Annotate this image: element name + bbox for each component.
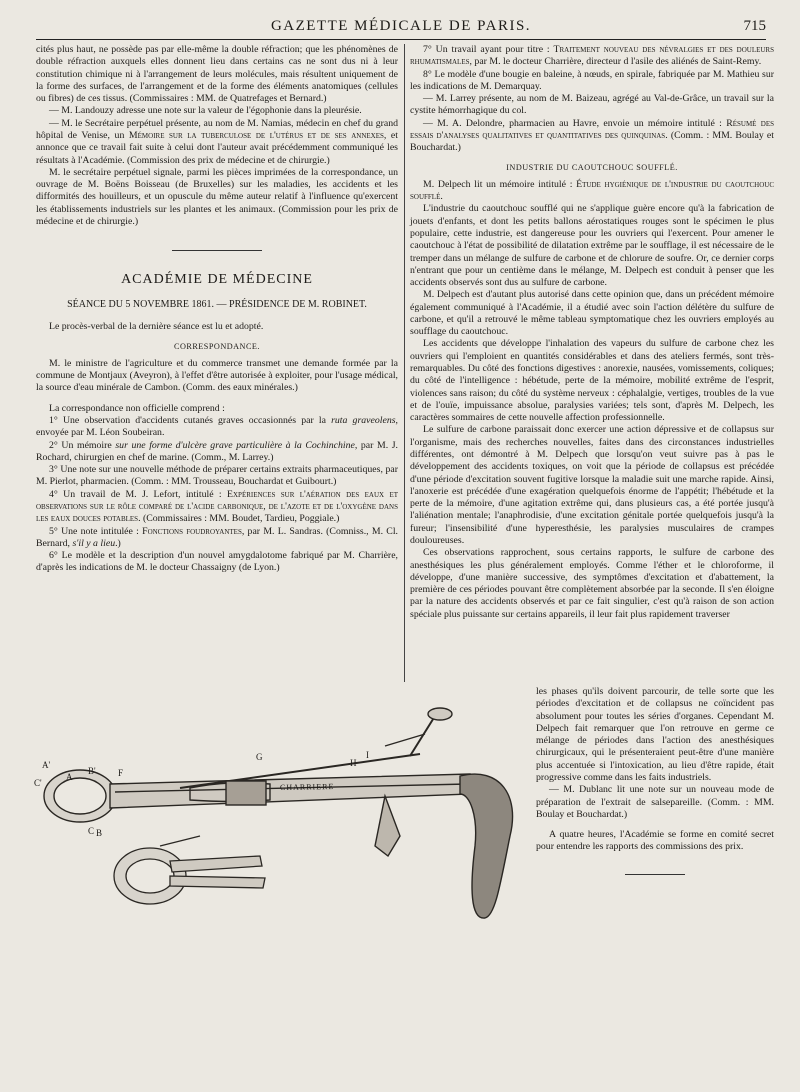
text-run: — M. A. Delondre, pharmacien au Havre, envoie un mémoire intitulé : bbox=[423, 117, 727, 129]
figure-letter: F bbox=[118, 768, 124, 778]
text-run: 4° Un travail de M. J. Lefort, intitulé : bbox=[49, 488, 228, 500]
paragraph: — M. Landouzy adresse une note sur la valeur de l'égophonie dans la pleurésie. bbox=[49, 105, 362, 117]
text-run: 5° Une note intitulée : bbox=[49, 525, 143, 537]
paragraph bbox=[36, 118, 398, 167]
figure-letter: A bbox=[66, 772, 73, 782]
text-run: Traitement nouveau des névralgies et des douleurs rhumatismales bbox=[410, 44, 774, 68]
text-run: . bbox=[440, 191, 443, 203]
text-run: , envoyée par M. Léon Soubeiran. bbox=[36, 415, 398, 439]
paragraph: A quatre heures, l'Académie se forme en comité secret pour entendre les rapports des commissions des prix. bbox=[536, 829, 774, 853]
text-run: 2° Un mémoire bbox=[49, 439, 116, 451]
paragraph: Le procès-verbal de la dernière séance est lu et adopté. bbox=[49, 321, 264, 333]
list-item: 3° Une note sur une nouvelle méthode de préparer certains extraits pharmaceutiques, par M. Pierlot, pharmacien. (Comm. : MM. Trousseau, Bouchardat et Guibourt.) bbox=[36, 464, 398, 488]
subsection-title: CORRESPONDANCE. bbox=[174, 341, 260, 351]
text-run: . (Comm. : MM. Boulay et Bouchardat.) bbox=[410, 129, 775, 154]
text-run: , par M. le docteur Charrière, directeur d l'asile des aliénés de Saint-Remy. bbox=[469, 56, 762, 68]
figure-letter: B' bbox=[88, 766, 96, 776]
paragraph: — M. Larrey présente, au nom de M. Baizeau, agrégé au Val-de-Grâce, un travail sur la cystite hémorrhagique du col. bbox=[410, 93, 774, 117]
paragraph: Ces observations rapprochent, sous certains rapports, le sulfure de carbone des anesthésiques les plus généralement employés. Comme l'éther et le chloroforme, il développe, d'une manière successive, des symptômes d'excitation et d'abattement, la première de ces périodes pouvant être complètement absorbée par la seconde. Il s'en éloigne par la nature des accidents observés et par ce fait singulier, c'est qu'à raison de son action spéciale plus puissante sur certains appareils, il leur fait plus rapidement traverser bbox=[410, 547, 774, 620]
paragraph: les phases qu'ils doivent parcourir, de telle sorte que les périodes d'excitation et de collapsus ne coïncident pas absolument pour toutes les séries d'organes. Cependant M. Delpech fait remarquer que l'on retrouve en germe ce mélange de périodes dans l'action des anesthésiques chirurgicaux, qui le présenteraient peut-être d'une manière plus accentuée si l'intoxication, au lieu d'être rapide, était progressive comme dans les faits industriels. bbox=[536, 686, 774, 783]
list-item bbox=[36, 526, 398, 551]
text-run: sur une forme d'ulcère grave particulière à la Cochinchine bbox=[115, 439, 355, 451]
right-column-continued bbox=[536, 686, 774, 875]
figure-letter: B bbox=[96, 828, 103, 838]
paragraph: Les accidents que développe l'inhalation des vapeurs du sulfure de carbone chez les ouvriers qui l'emploient en quantités considérables et dans des ateliers fermés, sont très-remarquables. Du côté des fonctions digestives : anorexie, nausées, vomissements, coliques; du côté de l'intelligence : hébétude, perte de la mémoire, mobilité extrême de l'esprit, violences sans raison; du côté du système nerveux : céphalalgie, vertiges, troubles de la vue et de l'ouïe, impuissance absolue, paralysies variées; tels sont, d'après M. Delpech, les caractères sommaires de cette nouvelle affection professionnelle. bbox=[410, 338, 774, 424]
text-run: .) bbox=[115, 537, 121, 549]
paragraph bbox=[410, 179, 774, 204]
header-rule bbox=[36, 39, 766, 40]
paragraph: M. le secrétaire perpétuel signale, parmi les pièces imprimées de la correspondance, un ouvrage de M. Boëns Boisseau (de Bruxelles) sur les maladies, les accidents et les difformités des houilleurs, et un opuscule du même auteur relatif à l'influence qu'exercent les établissements industriels sur les plantes et les animaux. (Commission pour les prix de médecine et de chirurgie.) bbox=[36, 166, 398, 227]
end-separator bbox=[625, 874, 685, 875]
figure-letter: C' bbox=[34, 778, 42, 788]
figure-letter: G bbox=[256, 752, 263, 762]
figure-letter: C bbox=[88, 826, 95, 836]
right-column bbox=[410, 44, 774, 621]
section-separator bbox=[172, 250, 262, 251]
text-run: ruta graveolens bbox=[331, 415, 396, 427]
text-run: . (Commissaires : MM. Boudet, Tardieu, Poggiale.) bbox=[138, 513, 340, 525]
text-run: , par M. J. Rochard, chirurgien en chef de marine. (Comm., M. Larrey.) bbox=[36, 439, 398, 463]
list-item: 8° Le modèle d'une bougie en baleine, à nœuds, en spirale, fabriquée par M. Mathieu sur les indications de M. Demarquay. bbox=[410, 68, 774, 92]
list-item: 6° Le modèle et la description d'un nouvel amygdalotome fabriqué par M. Charrière, d'après les indications de M. le docteur Chassaigny (de Lyon.) bbox=[36, 550, 398, 574]
paragraph: cités plus haut, ne possède pas par elle-même la double réfraction; que les phénomènes de double réfraction auxquels elles donnent lieu dans certains cas ne sont dus ni à leur constitution chimique ni à l'arrangement de leurs molécules, mais résultent uniquement de la forme des surfaces, de l'arrangement et de la forme des éléments anatomiques (cellules ou fibres) de ces tissus. (Commissaires : MM. de Quatrefages et Bernard.) bbox=[36, 44, 398, 105]
section-title: ACADÉMIE DE MÉDECINE bbox=[121, 272, 313, 288]
figure-letter: A' bbox=[42, 760, 51, 770]
paragraph: L'industrie du caoutchouc soufflé qui ne s'applique guère encore qu'à la fabrication de jouets d'enfants, et dont les petits ballons aérostatiques rouges sont le spécimen le plus populaire, cette industrie, est dangereuse pour les ouvriers qui l'exercent. Pour amener le caoutchouc à l'état de possibilité de dilatation extrême par le soufflage, il est nécessaire de le tremper dans un mélange de sulfure de carbone et de chlorure de soufre. Or, ce dernier corps n'entrant que pour un centième dans le mélange, M. Delpech est conduit à penser que les accidents observés sont dus au sulfure de carbone. bbox=[410, 203, 774, 289]
column-rule bbox=[404, 44, 405, 682]
paragraph: Le sulfure de carbone paraissait donc exercer une action dépressive et de collapsus sur l'organisme, mais des recherches nouvelles, faites dans des circonstances industrielles différentes, ont démontré à M. Delpech que lorsqu'on veut suivre pas à pas le développement des accidents toxiques, on voit que la période de collapsus est précédée d'une période d'excitation souvent fugitive lorsque la maladie suit une marche rapide. Ainsi, l'anoxerie est précédée d'une exagération quelquefois énorme de l'appétit; l'hébétude et la perte de la mémoire, d'une agitation extrême qui, dans plusieurs cas, a été portée jusqu'à l'aliénation mentale; l'anaphrodisie, d'une excitation génitale portée quelquefois jusqu'à la fureur; l'insensibilité d'une hyperesthésie, les paralysies musculaires de crampes douloureuses. bbox=[410, 424, 774, 546]
paragraph bbox=[410, 118, 774, 155]
text-run: M. Delpech lit un mémoire intitulé : bbox=[423, 178, 577, 190]
journal-title: GAZETTE MÉDICALE DE PARIS. bbox=[270, 18, 532, 34]
paragraph: — M. Dublanc lit une note sur un nouveau mode de préparation de l'extrait de salsepareille. (Comm. : MM. Boulay et Bouchardat.) bbox=[536, 784, 774, 820]
text-run: 1° Une observation d'accidents cutanés graves occasionnés par la bbox=[49, 415, 332, 427]
text-run: Fonctions foudroyantes bbox=[142, 525, 242, 537]
text-run: Étude hygiénique de l'industrie du caoutchouc soufflé bbox=[410, 178, 774, 203]
paragraph: M. le ministre de l'agriculture et du commerce transmet une demande formée par la commune de Montjaux (Aveyron), à l'effet d'être autorisée à exploiter, pour l'usage médical, la source d'eau minérale de Cambon. (Comm. des eaux minérales.) bbox=[36, 357, 398, 394]
engraving-svg bbox=[30, 696, 530, 936]
text-run: s'il y a lieu bbox=[72, 537, 116, 549]
figure-letter: I bbox=[366, 750, 369, 760]
figure-letter: H bbox=[350, 758, 357, 768]
text-run: Expériences sur l'aération des eaux et observations sur le rôle comparé de l'acide carbonique, de l'azote et de l'oxygène dans les eaux douces potables bbox=[36, 488, 398, 525]
paragraph: La correspondance non officielle comprend : bbox=[49, 402, 225, 414]
list-item bbox=[36, 489, 398, 526]
text-run: Résumé des essais d'analyses qualitatives et quantitatives des quinquinas bbox=[410, 117, 775, 141]
amygdalotome-engraving bbox=[30, 696, 530, 936]
list-item bbox=[36, 415, 398, 440]
memoire-title: Mémoire sur la tuberculose de l'utérus et de ses annexes bbox=[128, 129, 384, 141]
left-column bbox=[36, 44, 398, 575]
paragraph: M. Delpech est d'autant plus autorisé dans cette opinion que, dans un précédent mémoire également communiqué à l'Académie, il a étudié avec soin l'action délétère du sulfure de carbone, et qu'il a retrouvé le même tableau symptomatique chez les ouvriers employés au soufflage du caoutchouc. bbox=[410, 289, 774, 338]
subsection-title: INDUSTRIE DU CAOUTCHOUC SOUFFLÉ. bbox=[506, 162, 678, 172]
list-item bbox=[410, 44, 774, 69]
engraving-label: CHARRIERE bbox=[279, 782, 335, 792]
list-item bbox=[36, 440, 398, 465]
text-run: , et annonce que ce travail fait suite à celui dont l'auteur avait précédemment communiqué les résultats à l'Académie. (Commission des prix de médecine et de chirurgie.) bbox=[36, 129, 398, 166]
page-header bbox=[36, 14, 766, 40]
text-run: , par M. L. Sandras. (Comniss., M. Cl. Bernard, bbox=[36, 525, 398, 549]
text-run: — M. le Secrétaire perpétuel présente, au nom de M. Namias, médecin en chef du grand hôpital de Venise, un bbox=[36, 117, 398, 141]
seance-line: SÉANCE DU 5 NOVEMBRE 1861. — PRÉSIDENCE DE M. ROBINET. bbox=[67, 298, 367, 310]
text-run: 7° Un travail ayant pour titre : bbox=[423, 44, 554, 55]
page-number: 715 bbox=[743, 18, 766, 34]
